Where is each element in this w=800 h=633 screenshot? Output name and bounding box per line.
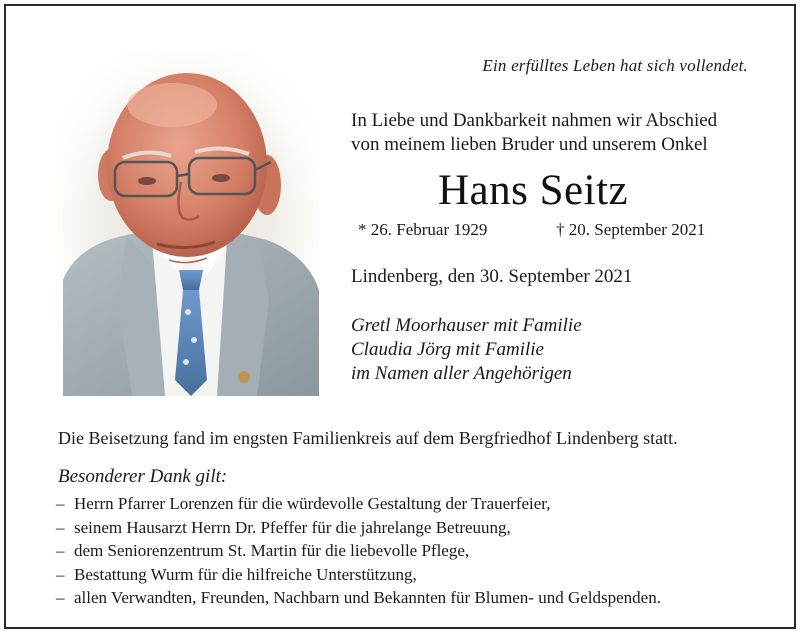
- list-dash: –: [56, 494, 65, 513]
- thanks-item-text: allen Verwandten, Freunden, Nachbarn und Bekannten für Blumen- und Geldspenden.: [74, 588, 661, 607]
- motto-text: Ein erfülltes Leben hat sich vollendet.: [482, 56, 748, 75]
- intro-line-2: von meinem lieben Bruder und unserem Onkel: [351, 134, 708, 155]
- thanks-list: [56, 492, 661, 610]
- thanks-item-text: dem Seniorenzentrum St. Martin für die liebevolle Pflege,: [74, 541, 470, 560]
- mourner-line: im Namen aller Angehörigen: [351, 363, 572, 384]
- deceased-name: Hans Seitz: [438, 167, 629, 214]
- list-dash: –: [56, 541, 65, 560]
- place-date: Lindenberg, den 30. September 2021: [351, 266, 633, 287]
- portrait-photo: [57, 50, 319, 396]
- thanks-heading: Besonderer Dank gilt:: [58, 466, 228, 487]
- thanks-item: [56, 492, 661, 516]
- portrait-illustration: [57, 50, 319, 396]
- list-dash: –: [56, 564, 65, 584]
- list-dash: –: [56, 588, 65, 607]
- thanks-item-text: seinem Hausarzt Herrn Dr. Pfeffer für die jahrelange Betreuung,: [74, 517, 511, 537]
- burial-note: Die Beisetzung fand im engsten Familienkreis auf dem Bergfriedhof Lindenberg statt.: [58, 428, 678, 448]
- thanks-item: [56, 563, 661, 587]
- thanks-item: [56, 586, 661, 610]
- thanks-item: [56, 516, 661, 540]
- intro-line-1: In Liebe und Dankbarkeit nahmen wir Abschied: [351, 110, 718, 131]
- mourner-line: Claudia Jörg mit Familie: [351, 339, 544, 360]
- thanks-item: [56, 539, 661, 563]
- mourner-line: Gretl Moorhauser mit Familie: [351, 315, 582, 336]
- list-dash: –: [56, 517, 65, 537]
- thanks-item-text: Herrn Pfarrer Lorenzen für die würdevolle Gestaltung der Trauerfeier,: [74, 494, 551, 513]
- thanks-item-text: Bestattung Wurm für die hilfreiche Unterstützung,: [74, 564, 417, 584]
- obituary-frame: [4, 4, 796, 629]
- birth-date: * 26. Februar 1929: [358, 220, 488, 239]
- death-date: † 20. September 2021: [556, 220, 706, 239]
